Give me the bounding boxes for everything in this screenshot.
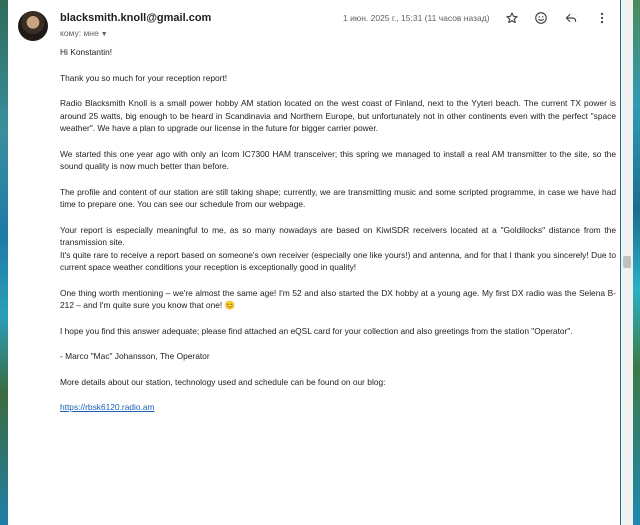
recipient-line[interactable] [60, 28, 108, 38]
signature: - Marco "Mac" Johansson, The Operator [60, 351, 210, 361]
chevron-down-icon[interactable]: ▼ [100, 31, 108, 38]
sender-address[interactable]: blacksmith.knoll@gmail.com [60, 12, 212, 24]
background-left [0, 0, 8, 525]
email-message [8, 0, 620, 525]
greeting: Hi Konstantin! [60, 47, 113, 57]
profile-paragraph: The profile and content of our station are still taking shape; currently, we are transmitting music and some scripted programme, in case we have had time to prepare one. You can see our schedule from our webpage. [60, 186, 616, 209]
eqsl-paragraph: I hope you find this answer adequate; please find attached an eQSL card for your collection and also greetings from the station "Operator". [60, 325, 573, 336]
reply-icon[interactable] [563, 10, 579, 26]
message-date: 1 июн. 2025 г., 15:31 (11 часов назад) [343, 13, 490, 23]
message-header [8, 0, 620, 44]
more-icon[interactable] [594, 10, 610, 26]
report-paragraph: Your report is especially meaningful to me, as so many nowadays are based on KiwiSDR receivers located at a "Goldilocks" distance from the transmission site. [60, 224, 616, 247]
message-body [60, 46, 616, 427]
blog-paragraph: More details about our station, technology used and schedule can be found on our blog: [60, 376, 386, 387]
history-paragraph: We started this one year ago with only an Icom IC7300 HAM transceiver; this spring we managed to install a real AM transmitter to the site, so the sound quality is now much better than before. [60, 148, 616, 171]
age-paragraph: One thing worth mentioning – we're almost the same age! I'm 52 and also started the DX hobby at a young age. My first DX radio was the Selena B-212 – and I'm quite sure you know that one! 😊 [60, 287, 616, 310]
thanks-report-paragraph: It's quite rare to receive a report based on someone's own receiver (especially one like yours!) and antenna, and for that I thank you sincerely! Due to current space weather conditions your reception is exceptionally good in quality! [60, 249, 616, 272]
emoji-icon[interactable] [533, 10, 549, 26]
scrollbar-thumb[interactable] [623, 256, 631, 268]
star-icon[interactable] [504, 10, 520, 26]
station-description-paragraph: Radio Blacksmith Knoll is a small power hobby AM station located on the west coast of Finland, next to the Yyteri beach. The current TX power is around 25 watts, big enough to be heard in Scandinavia and Northern Europe, but unfortunately not in other continents even with the perfect "space weather". We have a plan to upgrade our license in the future for bigger carrier power. [60, 98, 616, 133]
blog-link[interactable]: https://rbsk6120.radio.am [60, 402, 155, 412]
avatar[interactable] [18, 11, 48, 41]
recipient-label: кому: мне [60, 28, 99, 38]
thanks-paragraph: Thank you so much for your reception report! [60, 72, 228, 83]
